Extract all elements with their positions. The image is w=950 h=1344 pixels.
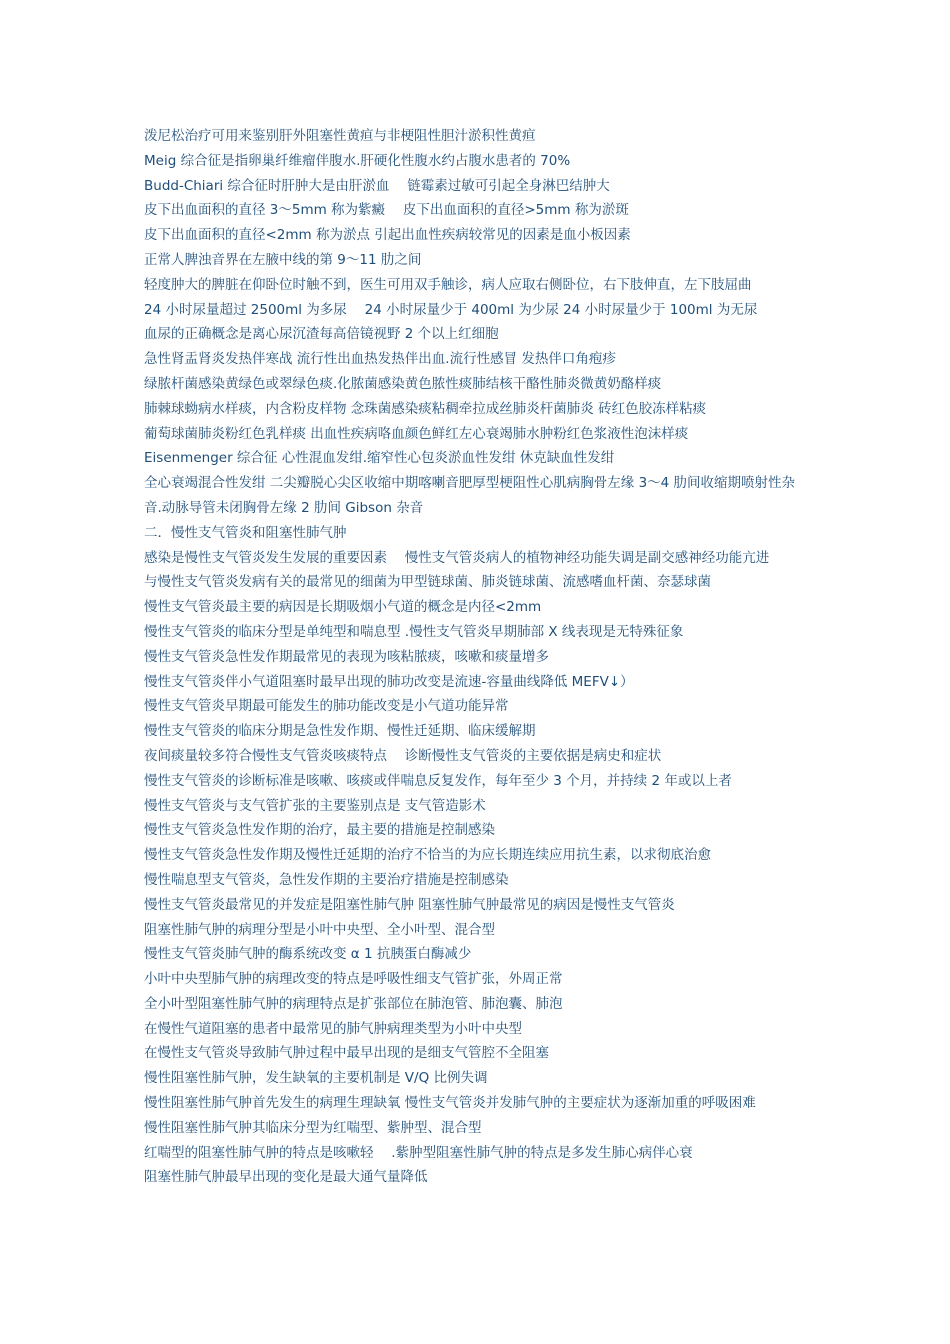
text-line: 全小叶型阻塞性肺气肿的病理特点是扩张部位在肺泡管、肺泡囊、肺泡 bbox=[144, 995, 563, 1012]
text-line: 慢性支气管炎的临床分期是急性发作期、慢性迁延期、临床缓解期 bbox=[144, 723, 536, 740]
text-line: 急性肾盂肾炎发热伴寒战 流行性出血热发热伴出血.流行性感冒 发热伴口角疱疹 bbox=[144, 351, 616, 368]
text-line: 全心衰竭混合性发绀 二尖瓣脱心尖区收缩中期喀喇音肥厚型梗阻性心肌病胸骨左缘 3～4 肋间收缩期喷射性杂音.动脉导管未闭胸骨左缘 2 肋间 Gibson 杂音 bbox=[144, 475, 796, 516]
text-line: 慢性支气管炎伴小气道阻塞时最早出现的肺功改变是流速-容量曲线降低 MEFV↓） bbox=[144, 673, 634, 690]
text-line: 慢性支气管炎最常见的并发症是阻塞性肺气肿 阻塞性肺气肿最常见的病因是慢性支气管炎 bbox=[144, 896, 675, 913]
text-line: 葡萄球菌肺炎粉红色乳样痰 出血性疾病咯血颜色鲜红左心衰竭肺水肿粉红色浆液性泡沫样痰 bbox=[144, 425, 689, 442]
text-line: 慢性支气管炎的诊断标准是咳嗽、咳痰或伴喘息反复发作，每年至少 3 个月，并持续 2 年或以上者 bbox=[144, 772, 732, 789]
text-line: 阻塞性肺气肿最早出现的变化是最大通气量降低 bbox=[144, 1169, 428, 1186]
text-line: 24 小时尿量超过 2500ml 为多尿 24 小时尿量少于 400ml 为少尿 24 小时尿量少于 100ml 为无尿 bbox=[144, 301, 758, 318]
text-line: 与慢性支气管炎发病有关的最常见的细菌为甲型链球菌、肺炎链球菌、流感嗜血杆菌、奈瑟球菌 bbox=[144, 574, 711, 591]
text-line: 慢性支气管炎与支气管扩张的主要鉴别点是 支气管造影术 bbox=[144, 797, 486, 814]
text-line: 肺棘球蚴病水样痰，内含粉皮样物 念珠菌感染痰粘稠牵拉成丝肺炎杆菌肺炎 砖红色胶冻样粘痰 bbox=[144, 400, 707, 417]
text-line: 慢性支气管炎肺气肿的酶系统改变 α 1 抗胰蛋白酶减少 bbox=[144, 946, 472, 963]
text-line: 小叶中央型肺气肿的病理改变的特点是呼吸性细支气管扩张，外周正常 bbox=[144, 971, 563, 988]
text-line: 感染是慢性支气管炎发生发展的重要因素 慢性支气管炎病人的植物神经功能失调是副交感神经功能亢进 bbox=[144, 549, 770, 566]
text-line: 夜间痰量较多符合慢性支气管炎咳痰特点 诊断慢性支气管炎的主要依据是病史和症状 bbox=[144, 747, 662, 764]
text-line: Meig 综合征是指卵巢纤维瘤伴腹水.肝硬化性腹水约占腹水患者的 70% bbox=[144, 152, 571, 169]
text-line: 慢性支气管炎急性发作期最常见的表现为咳粘脓痰，咳嗽和痰量增多 bbox=[144, 648, 549, 665]
text-line: 慢性支气管炎的临床分型是单纯型和喘息型 .慢性支气管炎早期肺部 X 线表现是无特殊征象 bbox=[144, 623, 684, 640]
text-line: 慢性阻塞性肺气肿，发生缺氧的主要机制是 V/Q 比例失调 bbox=[144, 1070, 488, 1087]
text-line: 红喘型的阻塞性肺气肿的特点是咳嗽轻 .紫肿型阻塞性肺气肿的特点是多发生肺心病伴心衰 bbox=[144, 1144, 693, 1161]
text-line: 二．慢性支气管炎和阻塞性肺气肿 bbox=[144, 524, 347, 541]
text-line: 泼尼松治疗可用来鉴别肝外阻塞性黄疸与非梗阻性胆汁淤积性黄疸 bbox=[144, 128, 536, 144]
text-line: 在慢性气道阻塞的患者中最常见的肺气肿病理类型为小叶中央型 bbox=[144, 1020, 522, 1037]
text-line: 慢性支气管炎急性发作期的治疗，最主要的措施是控制感染 bbox=[144, 822, 495, 839]
text-line: 皮下出血面积的直径<2mm 称为淤点 引起出血性疾病较常见的因素是血小板因素 bbox=[144, 227, 631, 244]
text-line: 绿脓杆菌感染黄绿色或翠绿色痰.化脓菌感染黄色脓性痰肺结核干酪性肺炎微黄奶酪样痰 bbox=[144, 375, 662, 392]
text-line: 正常人脾浊音界在左腋中线的第 9～11 肋之间 bbox=[144, 251, 422, 268]
text-line: 阻塞性肺气肿的病理分型是小叶中央型、全小叶型、混合型 bbox=[144, 921, 495, 938]
text-line: Eisenmenger 综合征 心性混血发绀.缩窄性心包炎淤血性发绀 休克缺血性发绀 bbox=[144, 450, 615, 467]
text-line: 慢性支气管炎急性发作期及慢性迁延期的治疗不恰当的为应长期连续应用抗生素，以求彻底治愈 bbox=[144, 847, 711, 864]
text-line: Budd-Chiari 综合征时肝肿大是由肝淤血 链霉素过敏可引起全身淋巴结肿大 bbox=[144, 177, 610, 194]
text-line: 慢性支气管炎早期最可能发生的肺功能改变是小气道功能异常 bbox=[144, 698, 509, 715]
text-line: 慢性阻塞性肺气肿其临床分型为红喘型、紫肿型、混合型 bbox=[144, 1119, 482, 1136]
text-line: 轻度肿大的脾脏在仰卧位时触不到，医生可用双手触诊，病人应取右侧卧位，右下肢伸直，左下肢屈曲 bbox=[144, 276, 752, 293]
text-line: 在慢性支气管炎导致肺气肿过程中最早出现的是细支气管腔不全阻塞 bbox=[144, 1045, 549, 1062]
text-line: 慢性喘息型支气管炎，急性发作期的主要治疗措施是控制感染 bbox=[144, 871, 509, 888]
text-line: 皮下出血面积的直径 3～5mm 称为紫癜 皮下出血面积的直径>5mm 称为淤斑 bbox=[144, 202, 629, 219]
text-line: 慢性阻塞性肺气肿首先发生的病理生理缺氧 慢性支气管炎并发肺气肿的主要症状为逐渐加重的呼吸困难 bbox=[144, 1095, 756, 1112]
document-body bbox=[144, 124, 808, 1190]
text-line: 慢性支气管炎最主要的病因是长期吸烟小气道的概念是内径<2mm bbox=[144, 599, 542, 616]
text-line: 血尿的正确概念是离心尿沉渣每高倍镜视野 2 个以上红细胞 bbox=[144, 326, 499, 343]
